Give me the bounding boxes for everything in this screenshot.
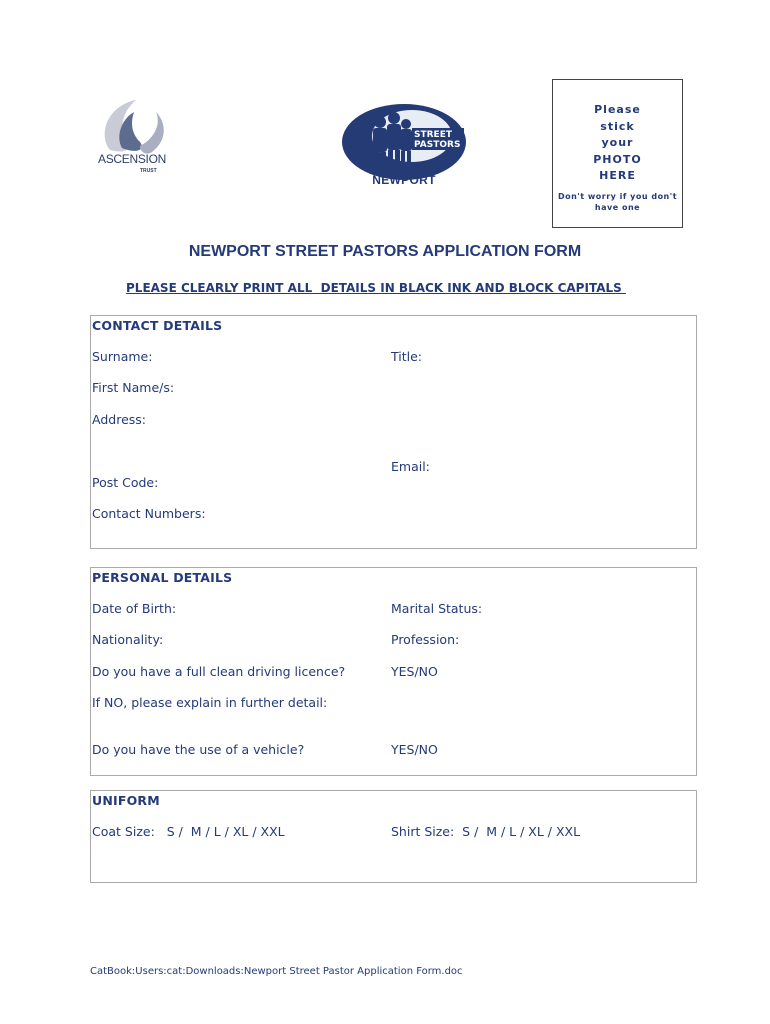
profession-field[interactable]: Profession: [391,632,460,647]
photo-instruction: Please stick your PHOTO HERE [593,103,642,182]
driving-licence-answer[interactable]: YES/NO [391,664,438,679]
title-field[interactable]: Title: [391,349,422,364]
pastors-label: PASTORS [414,140,461,150]
first-names-field[interactable]: First Name/s: [92,380,175,395]
marital-status-field[interactable]: Marital Status: [391,601,483,616]
uniform-section [90,790,697,883]
personal-details-heading: PERSONAL DETAILS [92,570,233,585]
form-title: NEWPORT STREET PASTORS APPLICATION FORM [188,243,582,260]
ascension-name: ASCENSION [98,152,166,166]
licence-explain-field[interactable]: If NO, please explain in further detail: [92,695,328,710]
date-of-birth-field[interactable]: Date of Birth: [92,601,177,616]
contact-details-heading: CONTACT DETAILS [92,318,223,333]
photo-note: Don't worry if you don't have one [557,191,678,212]
nationality-field[interactable]: Nationality: [92,632,164,647]
logo-swoosh-right [140,112,164,154]
newport-label: NEWPORT [372,173,436,187]
email-field[interactable]: Email: [391,459,430,474]
uniform-heading: UNIFORM [92,793,160,808]
contact-numbers-field[interactable]: Contact Numbers: [92,506,206,521]
footer-file-path: CatBook:Users:cat:Downloads:Newport Street Pastor Application Form.doc [90,966,463,977]
photo-box [552,79,683,228]
form-instruction: PLEASE CLEARLY PRINT ALL DETAILS IN BLACK INK AND BLOCK CAPITALS [126,281,626,295]
post-code-field[interactable]: Post Code: [92,475,159,490]
ascension-trust-logo [92,96,174,192]
personal-details-section [90,567,697,776]
contact-details-section [90,315,697,549]
shirt-size-field[interactable]: Shirt Size: S / M / L / XL / XXL [391,824,581,839]
vehicle-answer[interactable]: YES/NO [391,742,438,757]
vehicle-question: Do you have the use of a vehicle? [92,742,305,757]
driving-licence-question: Do you have a full clean driving licence? [92,664,346,679]
surname-field[interactable]: Surname: [92,349,153,364]
street-label: STREET [414,130,452,140]
coat-size-field[interactable]: Coat Size: S / M / L / XL / XXL [92,824,285,839]
ascension-trust-label: TRUST [140,168,157,174]
address-field[interactable]: Address: [92,412,146,427]
